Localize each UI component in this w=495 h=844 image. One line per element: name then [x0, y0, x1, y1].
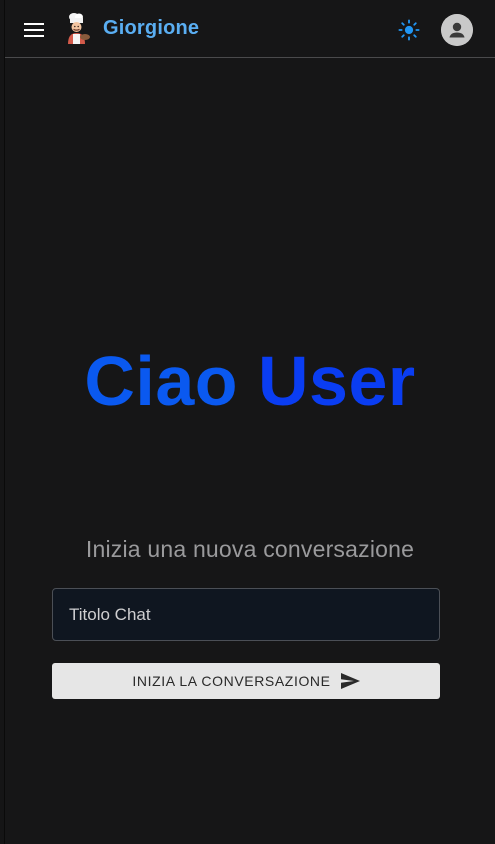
hamburger-menu-icon: [24, 23, 44, 37]
send-icon: [341, 673, 360, 689]
chef-logo-icon: [61, 12, 93, 46]
app-window: [4, 0, 495, 844]
theme-toggle-button[interactable]: [396, 17, 422, 43]
chat-title-input[interactable]: [52, 588, 440, 641]
account-circle-icon: [441, 14, 473, 46]
menu-button[interactable]: [21, 17, 47, 43]
greeting-heading: [5, 340, 495, 422]
account-button[interactable]: [441, 14, 473, 46]
start-conversation-label: INIZIA LA CONVERSAZIONE: [132, 673, 331, 689]
greeting-username: User: [258, 342, 416, 420]
greeting-hello: Ciao: [84, 342, 239, 420]
app-brand-name[interactable]: Giorgione: [103, 17, 200, 39]
new-conversation-subtitle: Inizia una nuova conversazione: [85, 536, 415, 562]
start-conversation-button[interactable]: [52, 663, 440, 699]
sun-icon: [398, 19, 420, 41]
top-app-bar: [5, 0, 495, 58]
